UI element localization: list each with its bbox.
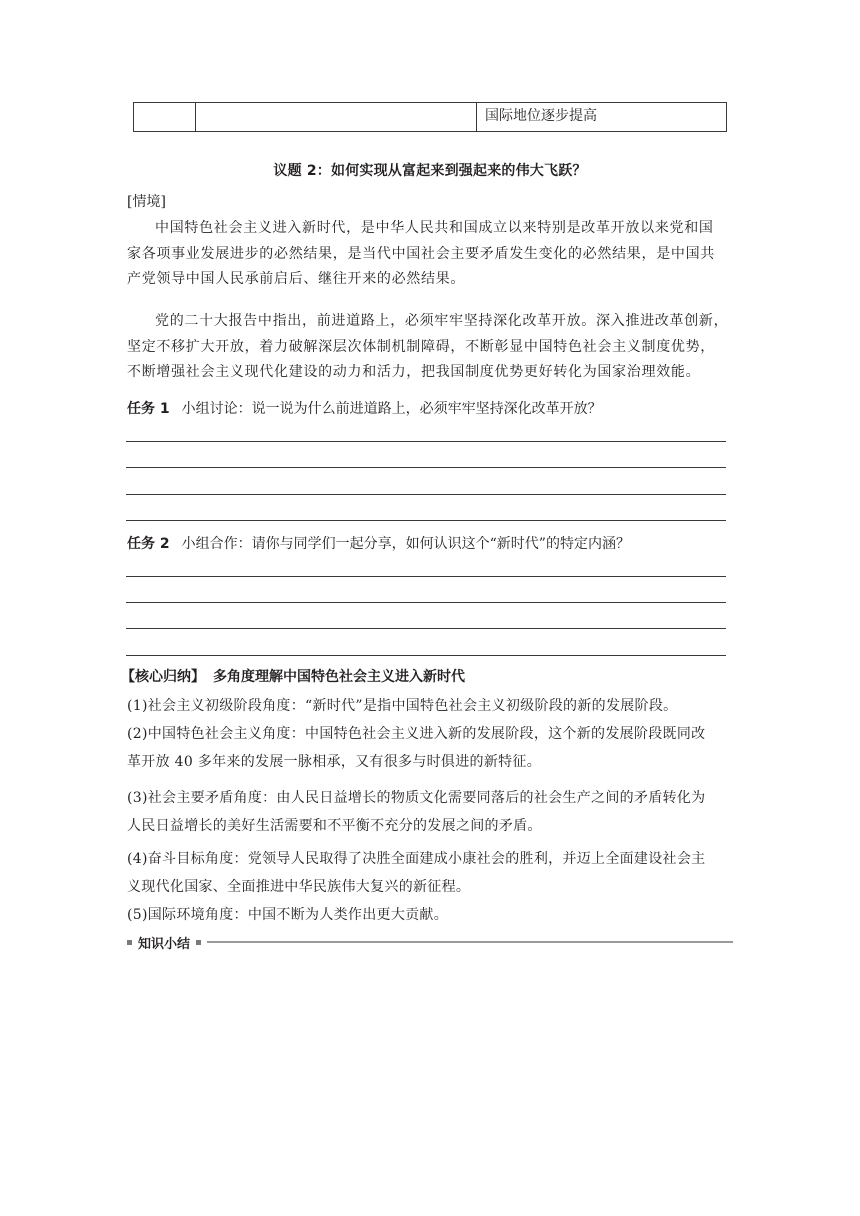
topic-title: 议题 2：如何实现从富起来到强起来的伟大飞跃？ [273, 163, 587, 179]
knowledge-summary-section [127, 933, 733, 951]
answer-line [126, 602, 726, 603]
summary-line: (2)中国特色社会主义角度：中国特色社会主义进入新的发展阶段，这个新的发展阶段既同改 [127, 726, 706, 742]
paragraph-line: 党的二十大报告中指出，前进道路上，必须牢牢坚持深化改革开放。深入推进改革创新， [155, 313, 729, 329]
core-summary-title: 多角度理解中国特色社会主义进入新时代 [213, 669, 465, 685]
square-bullet-icon [196, 940, 201, 945]
summary-line: 义现代化国家、全面推进中华民族伟大复兴的新征程。 [127, 879, 471, 895]
summary-line: 人民日益增长的美好生活需要和不平衡不充分的发展之间的矛盾。 [127, 818, 542, 834]
answer-line [126, 520, 726, 521]
situation-paragraph-2 [127, 309, 735, 386]
paragraph-line: 不断增强社会主义现代化建设的动力和活力，把我国制度优势更好转化为国家治理效能。 [127, 364, 701, 380]
task-2 [127, 533, 630, 553]
task-1-label: 任务 1 [127, 401, 170, 417]
paragraph-line: 产党领导中国人民承前启后、继往开来的必然结果。 [127, 271, 466, 287]
situation-paragraph-1 [127, 216, 735, 293]
task-1-text: 小组讨论：说一说为什么前进道路上，必须牢牢坚持深化改革开放？ [181, 401, 602, 417]
table-cell [196, 103, 477, 131]
table-fragment [133, 102, 727, 132]
summary-line: 革开放 40 多年来的发展一脉相承，又有很多与时俱进的新特征。 [127, 754, 542, 770]
paragraph-line: 家各项事业发展进步的必然结果，是当代中国社会主要矛盾发生变化的必然结果，是中国共 [127, 245, 715, 262]
answer-line [126, 655, 726, 656]
square-bullet-icon [127, 940, 132, 945]
situation-label: [情境] [127, 194, 166, 210]
answer-line [126, 576, 726, 577]
answer-line [126, 628, 726, 629]
summary-line: (3)社会主要矛盾角度：由人民日益增长的物质文化需要同落后的社会生产之间的矛盾转化为 [127, 790, 706, 806]
summary-line: (1)社会主义初级阶段角度：“新时代”是指中国特色社会主义初级阶段的新的发展阶段。 [127, 698, 678, 714]
section-title: 知识小结 [138, 936, 191, 952]
answer-line [126, 467, 726, 468]
summary-line: (5)国际环境角度：中国不断为人类作出更大贡献。 [127, 907, 449, 923]
table-cell: 国际地位逐步提高 [485, 108, 597, 124]
task-1 [127, 398, 602, 418]
core-summary-tag: 【核心归纳】 [121, 669, 205, 685]
task-2-text: 小组合作：请你与同学们一起分享，如何认识这个“新时代”的特定内涵？ [181, 536, 630, 552]
paragraph-line: 中国特色社会主义进入新时代，是中华人民共和国成立以来特别是改革开放以来党和国 [155, 220, 714, 236]
answer-line [126, 494, 726, 495]
core-summary-heading [121, 666, 465, 686]
paragraph-line: 坚定不移扩大开放，着力破解深层次体制机制障碍，不断彰显中国特色社会主义制度优势， [127, 338, 715, 355]
section-divider [207, 941, 733, 943]
table-cell [134, 103, 196, 131]
task-2-label: 任务 2 [127, 536, 170, 552]
summary-line: (4)奋斗目标角度：党领导人民取得了决胜全面建成小康社会的胜利，并迈上全面建设社会主 [127, 851, 706, 867]
answer-line [126, 441, 726, 442]
